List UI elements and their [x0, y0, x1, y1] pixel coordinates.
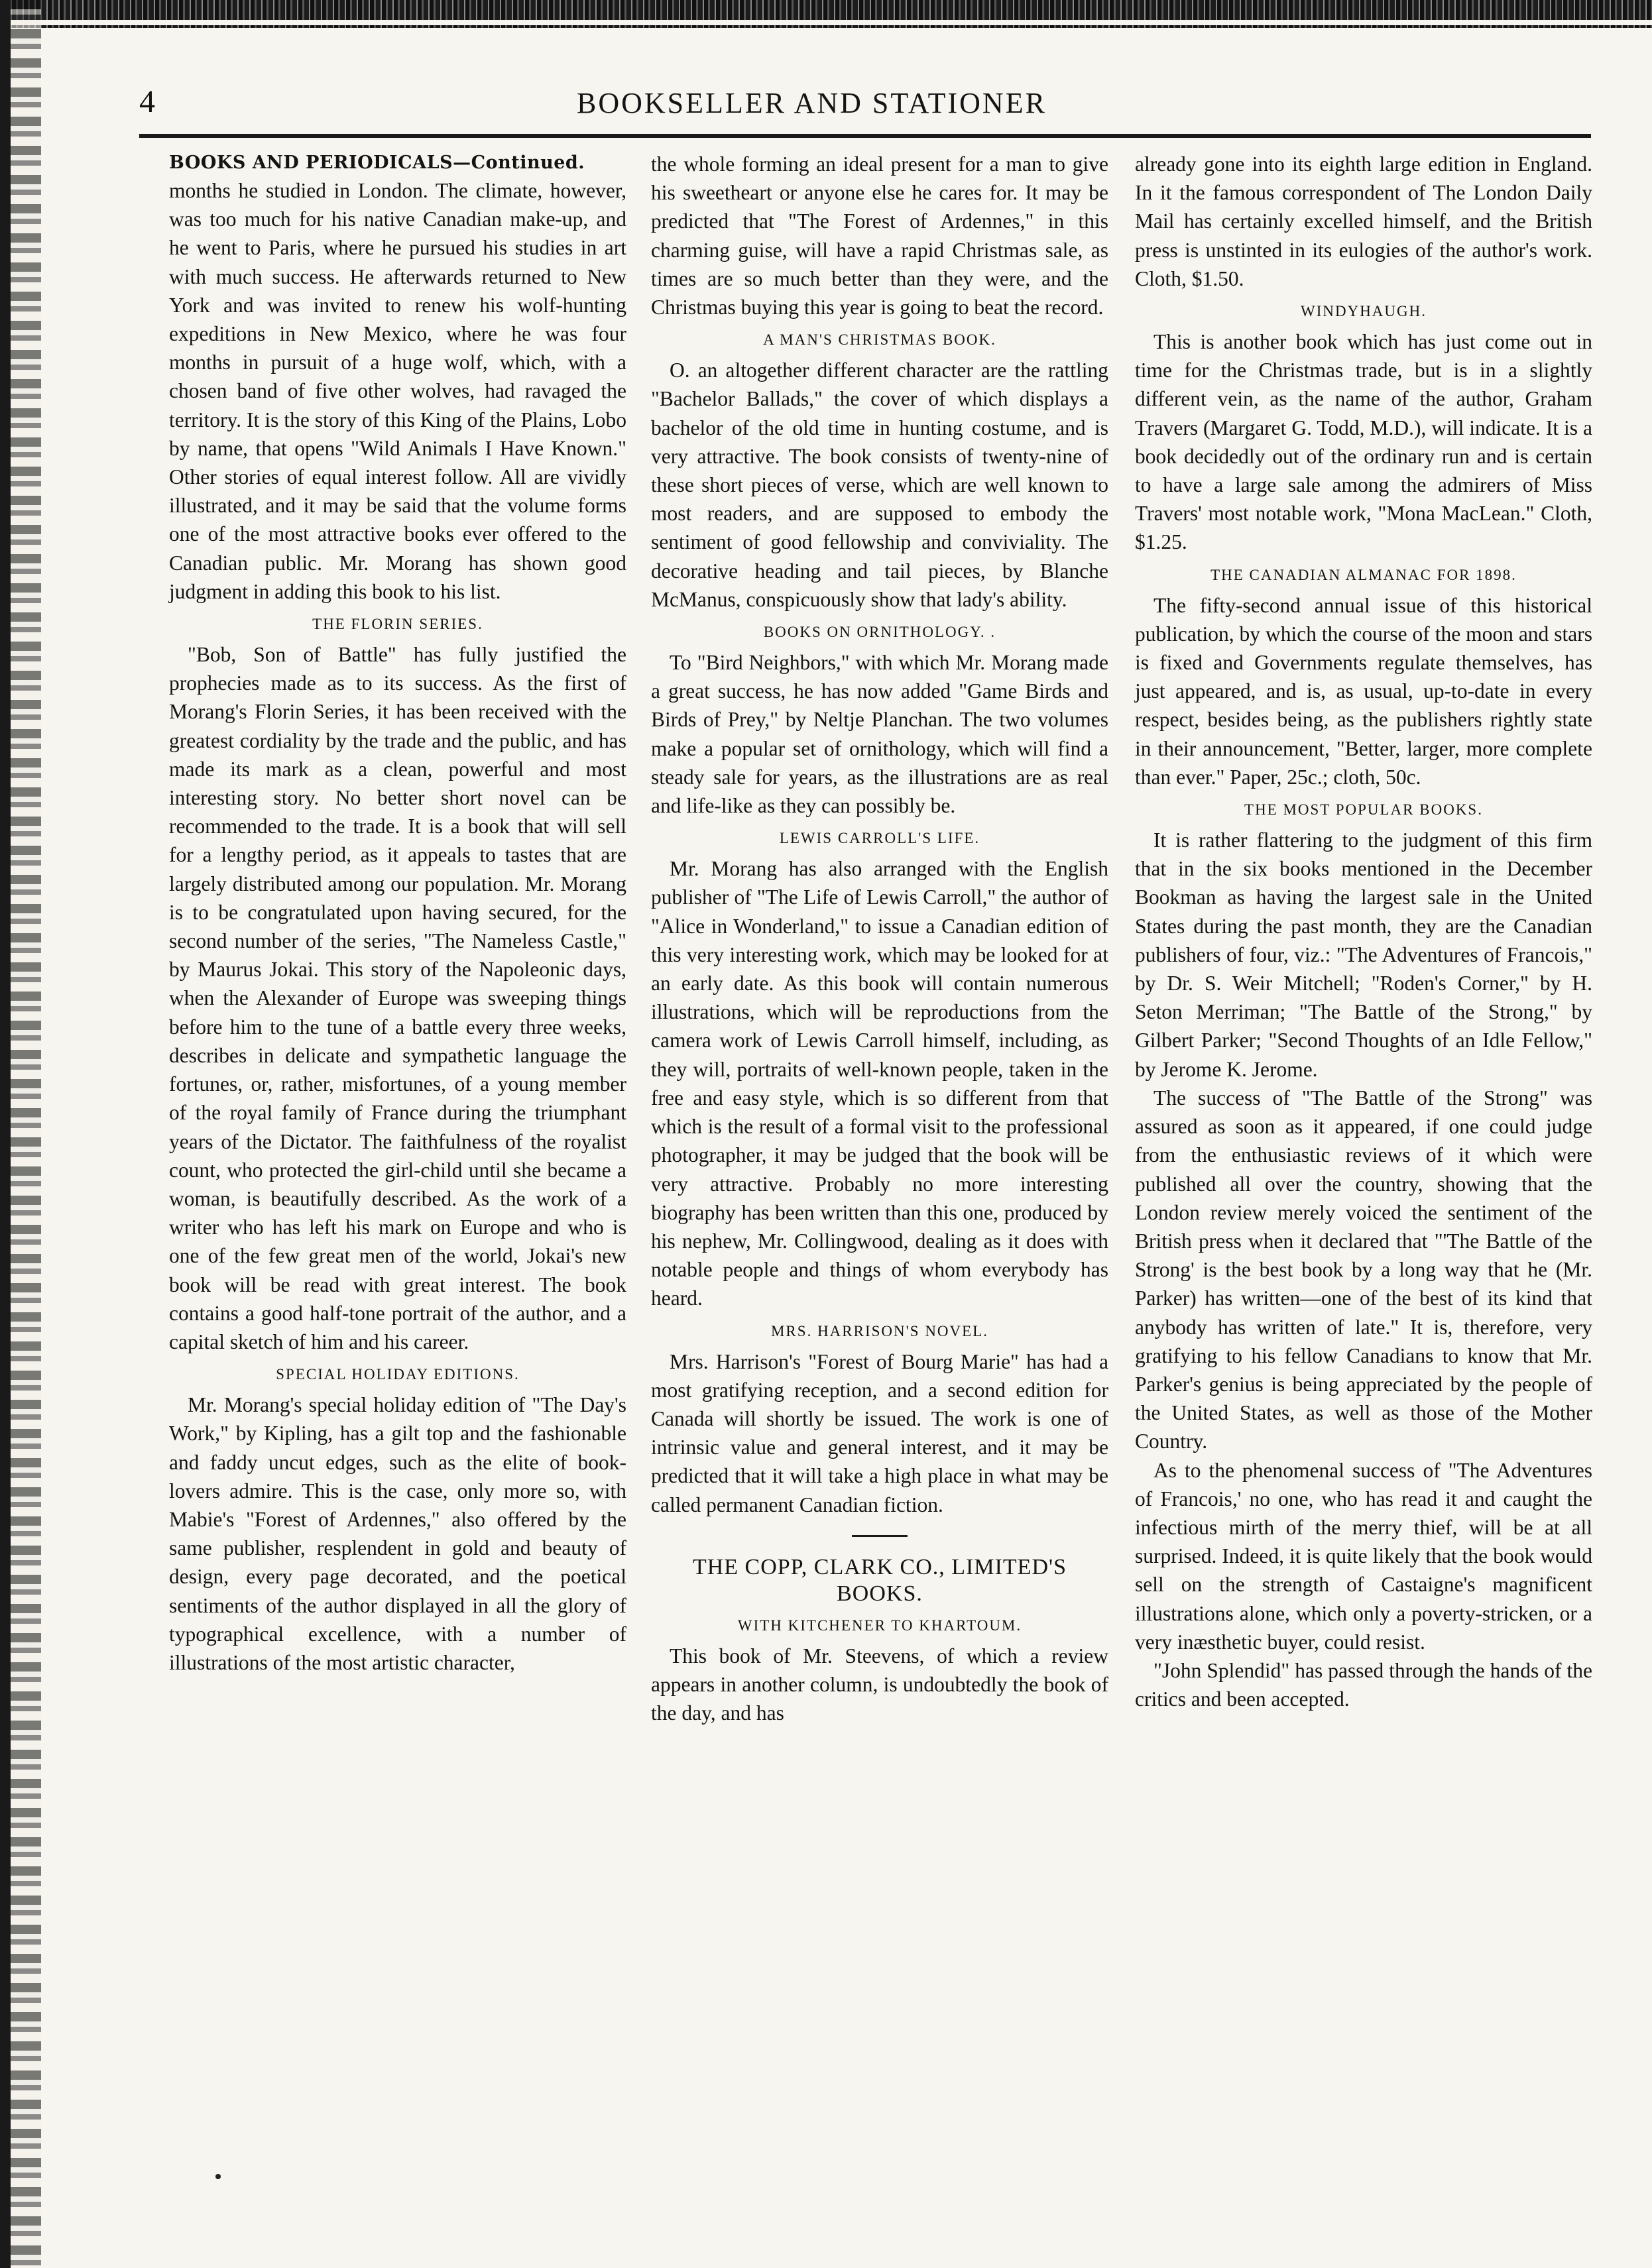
- paragraph: It is rather flattering to the judgment of this firm that in the six books mentioned in the December Bookman as having the largest sale in the United States during the past month, they are the Canadian publishers of four, viz.: "The Adventures of Francois," by Dr. S. Weir Mitchell; "Roden's Corner," by H. Seton Merriman; "The Battle of the Strong," by Gilbert Parker; "Second Thoughts of an Idle Fellow," by Jerome K. Jerome.: [1135, 828, 1592, 1081]
- paragraph: To "Bird Neighbors," with which Mr. Morang made a great success, he has now added "Game Birds and Birds of Prey," by Neltje Planchan. The two volumes make a popular set of ornithology, which will find a steady sale for years, as the illustrations are as real and life-like as they can possibly be.: [651, 651, 1108, 818]
- page-header: [139, 84, 1604, 127]
- paragraph: As to the phenomenal success of "The Adventures of Francois,' no one, who has read it and caught the infectious mirth of the merry thief, will be at all surprised. Indeed, it is quite likely that the book would sell on the strength of Castaigne's magnificent illustrations alone, which only a poverty-stricken, or a very inæsthetic buyer, could resist.: [1135, 1458, 1592, 1654]
- paragraph: The success of "The Battle of the Strong" was assured as soon as it appeared, if one could judge from the enthusiastic reviews of it which were published all over the country, showing that the London review merely voiced the sentiment of the British press when it declared that "'The Battle of the Strong' is the best book by a long way that he (Mr. Parker) has written—one of the best of its kind that anybody has written of late." It is, therefore, very gratifying to his fellow Canadians to know that Mr. Parker's genius is being appreciated by the people of the United States, as well as those of the Mother Country.: [1135, 1086, 1592, 1453]
- column-2: [651, 150, 1108, 1727]
- section-heading: WINDYHAUGH.: [1301, 303, 1427, 320]
- paragraph: Mrs. Harrison's "Forest of Bourg Marie" has had a most gratifying reception, and a second edition for Canada will shortly be issued. The work is one of intrinsic value and general interest, and it may be predicted that it will take a high place in what may be called permanent Canadian fiction.: [651, 1349, 1108, 1516]
- section-heading: THE MOST POPULAR BOOKS.: [1244, 801, 1483, 819]
- section-heading: MRS. HARRISON'S NOVEL.: [770, 1322, 989, 1339]
- column-3: [1135, 150, 1592, 1713]
- section-heading: A MAN'S CHRISTMAS BOOK.: [763, 331, 996, 349]
- section-heading: THE FLORIN SERIES.: [312, 616, 483, 633]
- paragraph: months he studied in London. The climate, however, was too much for his native Canadian make-up, and he went to Paris, where he pursued his studies in art with much success. He afterwards returned to New York and was invited to renew his wolf-hunting expeditions in New Mexico, where he was four months in pursuit of a huge wolf, which, with a chosen band of five other wolves, had ravaged the territory. It is the story of this King of the Plains, Lobo by name, that opens "Wild Animals I Have Known." Other stories of equal interest follow. All are vividly illustrated, and it may be said that the volume forms one of the most attractive books ever offered to the Canadian public. Mr. Morang has shown good judgment in adding this book to his list.: [169, 179, 626, 603]
- paragraph: the whole forming an ideal present for a man to give his sweetheart or anyone else he cares for. It may be predicted that "The Forest of Ardennes," in this charming guise, will have a rapid Christmas sale, as times are so much better than they were, and the Christmas buying this year is going to beat the record.: [651, 152, 1108, 319]
- left-binding-edge: [0, 0, 11, 2268]
- section-heading: WITH KITCHENER TO KHARTOUM.: [737, 1616, 1022, 1634]
- paragraph: Mr. Morang's special holiday edition of "The Day's Work," by Kipling, has a gilt top and the fashionable and faddy uncut edges, such as the elite of book-lovers admire. This is the case, only more so, with Mabie's "Forest of Ardennes," also offered by the same publisher, resplendent in gold and beauty of design, every page decorated, and the poetical sentiments of the author displayed in all the glory of typographical excellence, with a number of illustrations of the most artistic character,: [169, 1393, 626, 1674]
- section-heading: THE CANADIAN ALMANAC FOR 1898.: [1210, 566, 1517, 583]
- paragraph: The fifty-second annual issue of this historical publication, by which the course of the moon and stars is fixed and Governments regulate themselves, has just appeared, and is, as usual, up-to-date in every respect, besides being, as the publishers rightly state in their announcement, "Better, larger, more complete than ever." Paper, 25c.; cloth, 50c.: [1135, 593, 1592, 789]
- section-heading: BOOKS ON ORNITHOLOGY. .: [763, 624, 996, 641]
- section-heading: SPECIAL HOLIDAY EDITIONS.: [276, 1366, 520, 1383]
- running-head: BOOKSELLER AND STATIONER: [577, 87, 1047, 119]
- page-number: 4: [139, 84, 155, 119]
- paragraph: Mr. Morang has also arranged with the English publisher of "The Life of Lewis Carroll," the author of "Alice in Wonderland," to issue a Canadian edition of this very interesting work, which may be looked for at an early date. As this book will contain numerous illustrations, which will be reproductions from the camera work of Lewis Carroll himself, including, as they will, portraits of well-known people, taken in the free and easy style, which is so different from that which is the result of a formal visit to the professional photographer, it may be judged that the book will be very attractive. Probably no more interesting biography has been written than this one, produced by his nephew, Mr. Collingwood, dealing as it does with notable people and things of whom everybody has heard.: [651, 857, 1108, 1310]
- column-1: [169, 150, 626, 1677]
- paragraph: This book of Mr. Steevens, of which a review appears in another column, is undoubtedly the book of the day, and has: [651, 1644, 1108, 1725]
- section-heading: LEWIS CARROLL'S LIFE.: [779, 830, 980, 847]
- top-edge-gap: [0, 20, 1652, 25]
- header-rule: [139, 134, 1591, 138]
- paragraph: "John Splendid" has passed through the hands of the critics and been accepted.: [1135, 1658, 1592, 1711]
- paragraph: already gone into its eighth large edition in England. In it the famous correspondent of The London Daily Mail has certainly excelled himself, and the British press is unstinted in its eulogies of the author's work. Cloth, $1.50.: [1135, 152, 1592, 290]
- stray-ink-dot: [215, 2174, 221, 2179]
- paragraph: "Bob, Son of Battle" has fully justified the prophecies made as to its success. As the first of Morang's Florin Series, it has been received with the greatest cordiality by the trade and the public, and has made its mark as a clean, powerful and most interesting story. No better short novel can be recommended to the trade. It is a book that will sell for a lengthy period, as it appeals to tastes that are largely distributed among our population. Mr. Morang is to be congratulated upon having secured, for the second number of the series, "The Nameless Castle," by Maurus Jokai. This story of the Napoleonic days, when the Alexander of Europe was sweeping things before him to the tune of a battle every three weeks, describes in delicate and sympathetic language the fortunes, or, rather, misfortunes, of a young member of the royal family of France during the triumphant years of the Dictator. The faithfulness of the royalist count, who protected the girl-child until she became a woman, is beautifully described. As the work of a writer who has left his mark on Europe and who is one of the few great men of the world, Jokai's new book will be read with great interest. The book contains a good half-tone portrait of the author, and a capital sketch of him and his career.: [169, 643, 626, 1353]
- continued-heading: BOOKS AND PERIODICALS—Continued.: [169, 152, 585, 173]
- paragraph: This is another book which has just come out in time for the Christmas trade, but is in a slightly different vein, as the name of the author, Graham Travers (Margaret G. Todd, M.D.), will indicate. It is a book decidedly out of the ordinary run and is certain to have a large sale among the admirers of Miss Travers' most notable work, "Mona MacLean." Cloth, $1.25.: [1135, 330, 1592, 554]
- section-divider: [852, 1535, 908, 1537]
- paragraph: O. an altogether different character are the rattling "Bachelor Ballads," the cover of which displays a bachelor of the old time in hunting costume, and is very attractive. The book consists of twenty-nine of these short pieces of verse, which are well known to most readers, and are supposed to embody the sentiment of good fellowship and conviviality. The decorative heading and tail pieces, by Blanche McManus, conspicuously show that lady's ability.: [651, 359, 1108, 611]
- publisher-heading: THE COPP, CLARK CO., LIMITED'S BOOKS.: [692, 1554, 1067, 1606]
